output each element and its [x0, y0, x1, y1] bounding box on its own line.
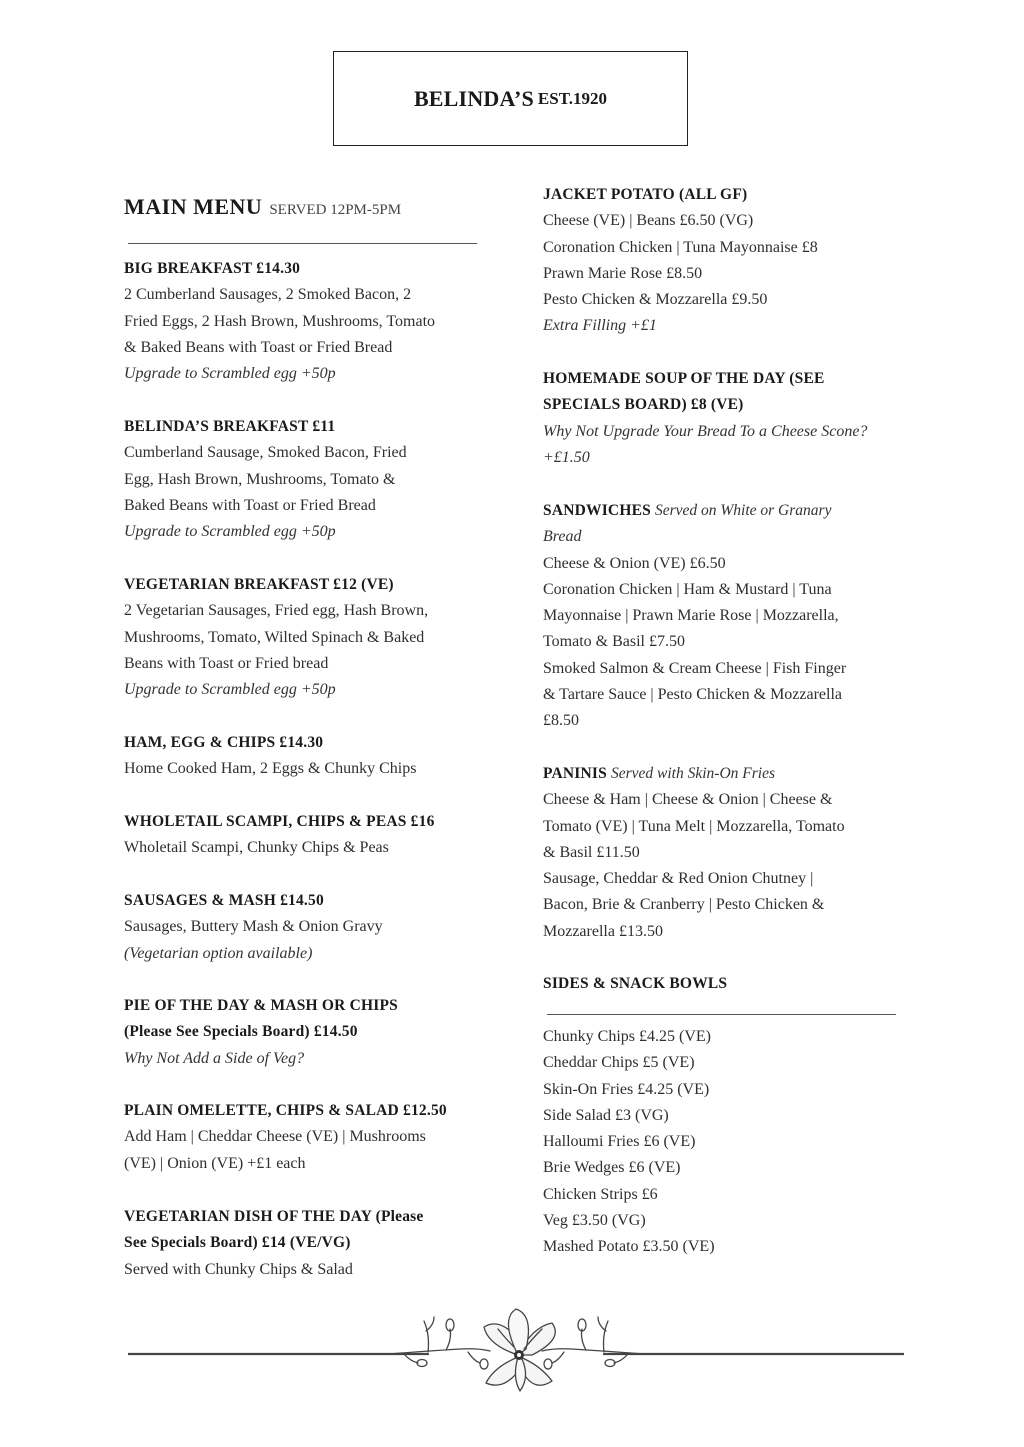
- item-line: Add Ham | Cheddar Cheese (VE) | Mushrooms: [124, 1128, 426, 1146]
- item-title: HOMEMADE SOUP OF THE DAY (SEE: [543, 370, 825, 387]
- item-line: Sausage, Cheddar & Red Onion Chutney |: [543, 870, 814, 888]
- logo-established: EST.1920: [537, 88, 608, 108]
- item-title: VEGETARIAN DISH OF THE DAY (Please: [124, 1208, 424, 1225]
- item-title-line2: See Specials Board) £14 (VE/VG): [124, 1234, 351, 1252]
- logo: [333, 51, 688, 146]
- item-line: Bacon, Brie & Cranberry | Pesto Chicken &: [543, 896, 825, 914]
- item-title: SIDES & SNACK BOWLS: [543, 975, 728, 992]
- menu-item-sausages-mash: [124, 888, 383, 967]
- item-line: Cheese (VE) | Beans £6.50 (VG): [543, 212, 754, 230]
- side-item: Veg £3.50 (VG): [543, 1212, 646, 1230]
- item-line: Smoked Salmon & Cream Cheese | Fish Finger: [543, 659, 847, 677]
- item-line: Tomato (VE) | Tuna Melt | Mozzarella, Tomato: [543, 817, 845, 835]
- sides-heading: [543, 971, 727, 997]
- item-title-line2: SPECIALS BOARD) £8 (VE): [543, 396, 744, 414]
- item-line: Home Cooked Ham, 2 Eggs & Chunky Chips: [124, 760, 417, 778]
- item-note-line2: +£1.50: [543, 448, 590, 466]
- menu-item-vegetarian-dish: [124, 1204, 423, 1283]
- item-line: Tomato & Basil £7.50: [543, 633, 685, 651]
- item-line: 2 Vegetarian Sausages, Fried egg, Hash Brown,: [124, 602, 429, 620]
- menu-item-jacket-potato: [543, 182, 818, 340]
- item-title: BELINDA’S BREAKFAST £11: [124, 418, 336, 435]
- menu-item-scampi: [124, 809, 435, 862]
- menu-title: [124, 194, 401, 220]
- item-note: Why Not Add a Side of Veg?: [124, 1049, 305, 1067]
- item-title: SAUSAGES & MASH £14.50: [124, 892, 324, 909]
- side-item: Halloumi Fries £6 (VE): [543, 1133, 696, 1151]
- item-title: PANINIS: [543, 765, 607, 782]
- item-line: Coronation Chicken | Tuna Mayonnaise £8: [543, 238, 818, 256]
- item-subtitle-line2: Bread: [543, 528, 582, 546]
- item-note: Upgrade to Scrambled egg +50p: [124, 681, 336, 699]
- item-note: Why Not Upgrade Your Bread To a Cheese Scone?: [543, 422, 868, 440]
- menu-item-belindas-breakfast: [124, 414, 407, 545]
- menu-item-pie-of-the-day: [124, 993, 398, 1072]
- item-line: Baked Beans with Toast or Fried Bread: [124, 496, 376, 514]
- item-note: Extra Filling +£1: [543, 317, 657, 335]
- side-item: Chicken Strips £6: [543, 1185, 658, 1203]
- menu-item-plain-omelette: [124, 1098, 447, 1177]
- item-line: Fried Eggs, 2 Hash Brown, Mushrooms, Tomato: [124, 312, 436, 330]
- item-title-line2: (Please See Specials Board) £14.50: [124, 1023, 358, 1041]
- side-item: Skin-On Fries £4.25 (VE): [543, 1080, 710, 1098]
- menu-item-vegetarian-breakfast: [124, 572, 428, 703]
- side-item: Cheddar Chips £5 (VE): [543, 1054, 695, 1072]
- menu-item-ham-egg-chips: [124, 730, 416, 783]
- menu-item-big-breakfast: [124, 256, 435, 387]
- side-item: Chunky Chips £4.25 (VE): [543, 1028, 711, 1045]
- item-line: Wholetail Scampi, Chunky Chips & Peas: [124, 839, 389, 857]
- sides-list: [543, 1024, 715, 1261]
- menu-item-sandwiches: [543, 498, 846, 735]
- item-line: Served with Chunky Chips & Salad: [124, 1260, 353, 1278]
- item-note: Upgrade to Scrambled egg +50p: [124, 523, 336, 541]
- item-line: Beans with Toast or Fried bread: [124, 654, 329, 672]
- item-title: SANDWICHES: [543, 502, 651, 519]
- menu-served-hours: SERVED 12PM-5PM: [269, 202, 402, 218]
- logo-name: BELINDA’S: [413, 85, 534, 111]
- side-item: Brie Wedges £6 (VE): [543, 1159, 681, 1177]
- item-line: Cheese & Onion (VE) £6.50: [543, 554, 726, 572]
- title-divider: [128, 243, 477, 244]
- item-note: Upgrade to Scrambled egg +50p: [124, 365, 336, 383]
- item-line: Sausages, Buttery Mash & Onion Gravy: [124, 918, 383, 936]
- menu-item-homemade-soup: [543, 366, 867, 471]
- menu-title-main: MAIN MENU: [124, 194, 263, 219]
- item-line: & Tartare Sauce | Pesto Chicken & Mozzarella: [543, 686, 843, 704]
- item-line: 2 Cumberland Sausages, 2 Smoked Bacon, 2: [124, 286, 412, 304]
- item-note: (Vegetarian option available): [124, 944, 313, 962]
- item-line: & Basil £11.50: [543, 843, 640, 861]
- item-title: PLAIN OMELETTE, CHIPS & SALAD £12.50: [124, 1102, 447, 1119]
- item-line: Coronation Chicken | Ham & Mustard | Tuna: [543, 580, 832, 598]
- item-line: Mozzarella £13.50: [543, 922, 663, 940]
- item-line: Mushrooms, Tomato, Wilted Spinach & Baked: [124, 628, 425, 646]
- item-title: WHOLETAIL SCAMPI, CHIPS & PEAS £16: [124, 813, 435, 830]
- item-title: BIG BREAKFAST £14.30: [124, 260, 301, 277]
- item-line: Cheese & Ham | Cheese & Onion | Cheese &: [543, 791, 833, 809]
- item-line: £8.50: [543, 712, 579, 730]
- item-title: VEGETARIAN BREAKFAST £12 (VE): [124, 576, 394, 593]
- item-title: PIE OF THE DAY & MASH OR CHIPS: [124, 997, 398, 1014]
- menu-item-paninis: [543, 761, 845, 945]
- side-item: Side Salad £3 (VG): [543, 1106, 669, 1124]
- item-line: Cumberland Sausage, Smoked Bacon, Fried: [124, 444, 407, 462]
- sides-divider: [547, 1014, 896, 1015]
- item-subtitle: Served with Skin-On Fries: [610, 765, 775, 782]
- item-title: HAM, EGG & CHIPS £14.30: [124, 734, 324, 751]
- item-line: & Baked Beans with Toast or Fried Bread: [124, 338, 393, 356]
- magnolia-flower-icon: [128, 1305, 904, 1395]
- item-line: Prawn Marie Rose £8.50: [543, 264, 703, 282]
- item-subtitle: Served on White or Granary: [654, 502, 832, 519]
- item-line: Pesto Chicken & Mozzarella £9.50: [543, 291, 768, 309]
- side-item: Mashed Potato £3.50 (VE): [543, 1238, 715, 1256]
- item-line: Mayonnaise | Prawn Marie Rose | Mozzarella,: [543, 607, 839, 625]
- item-line: (VE) | Onion (VE) +£1 each: [124, 1154, 306, 1172]
- item-title: JACKET POTATO (ALL GF): [543, 186, 748, 203]
- item-line: Egg, Hash Brown, Mushrooms, Tomato &: [124, 470, 396, 488]
